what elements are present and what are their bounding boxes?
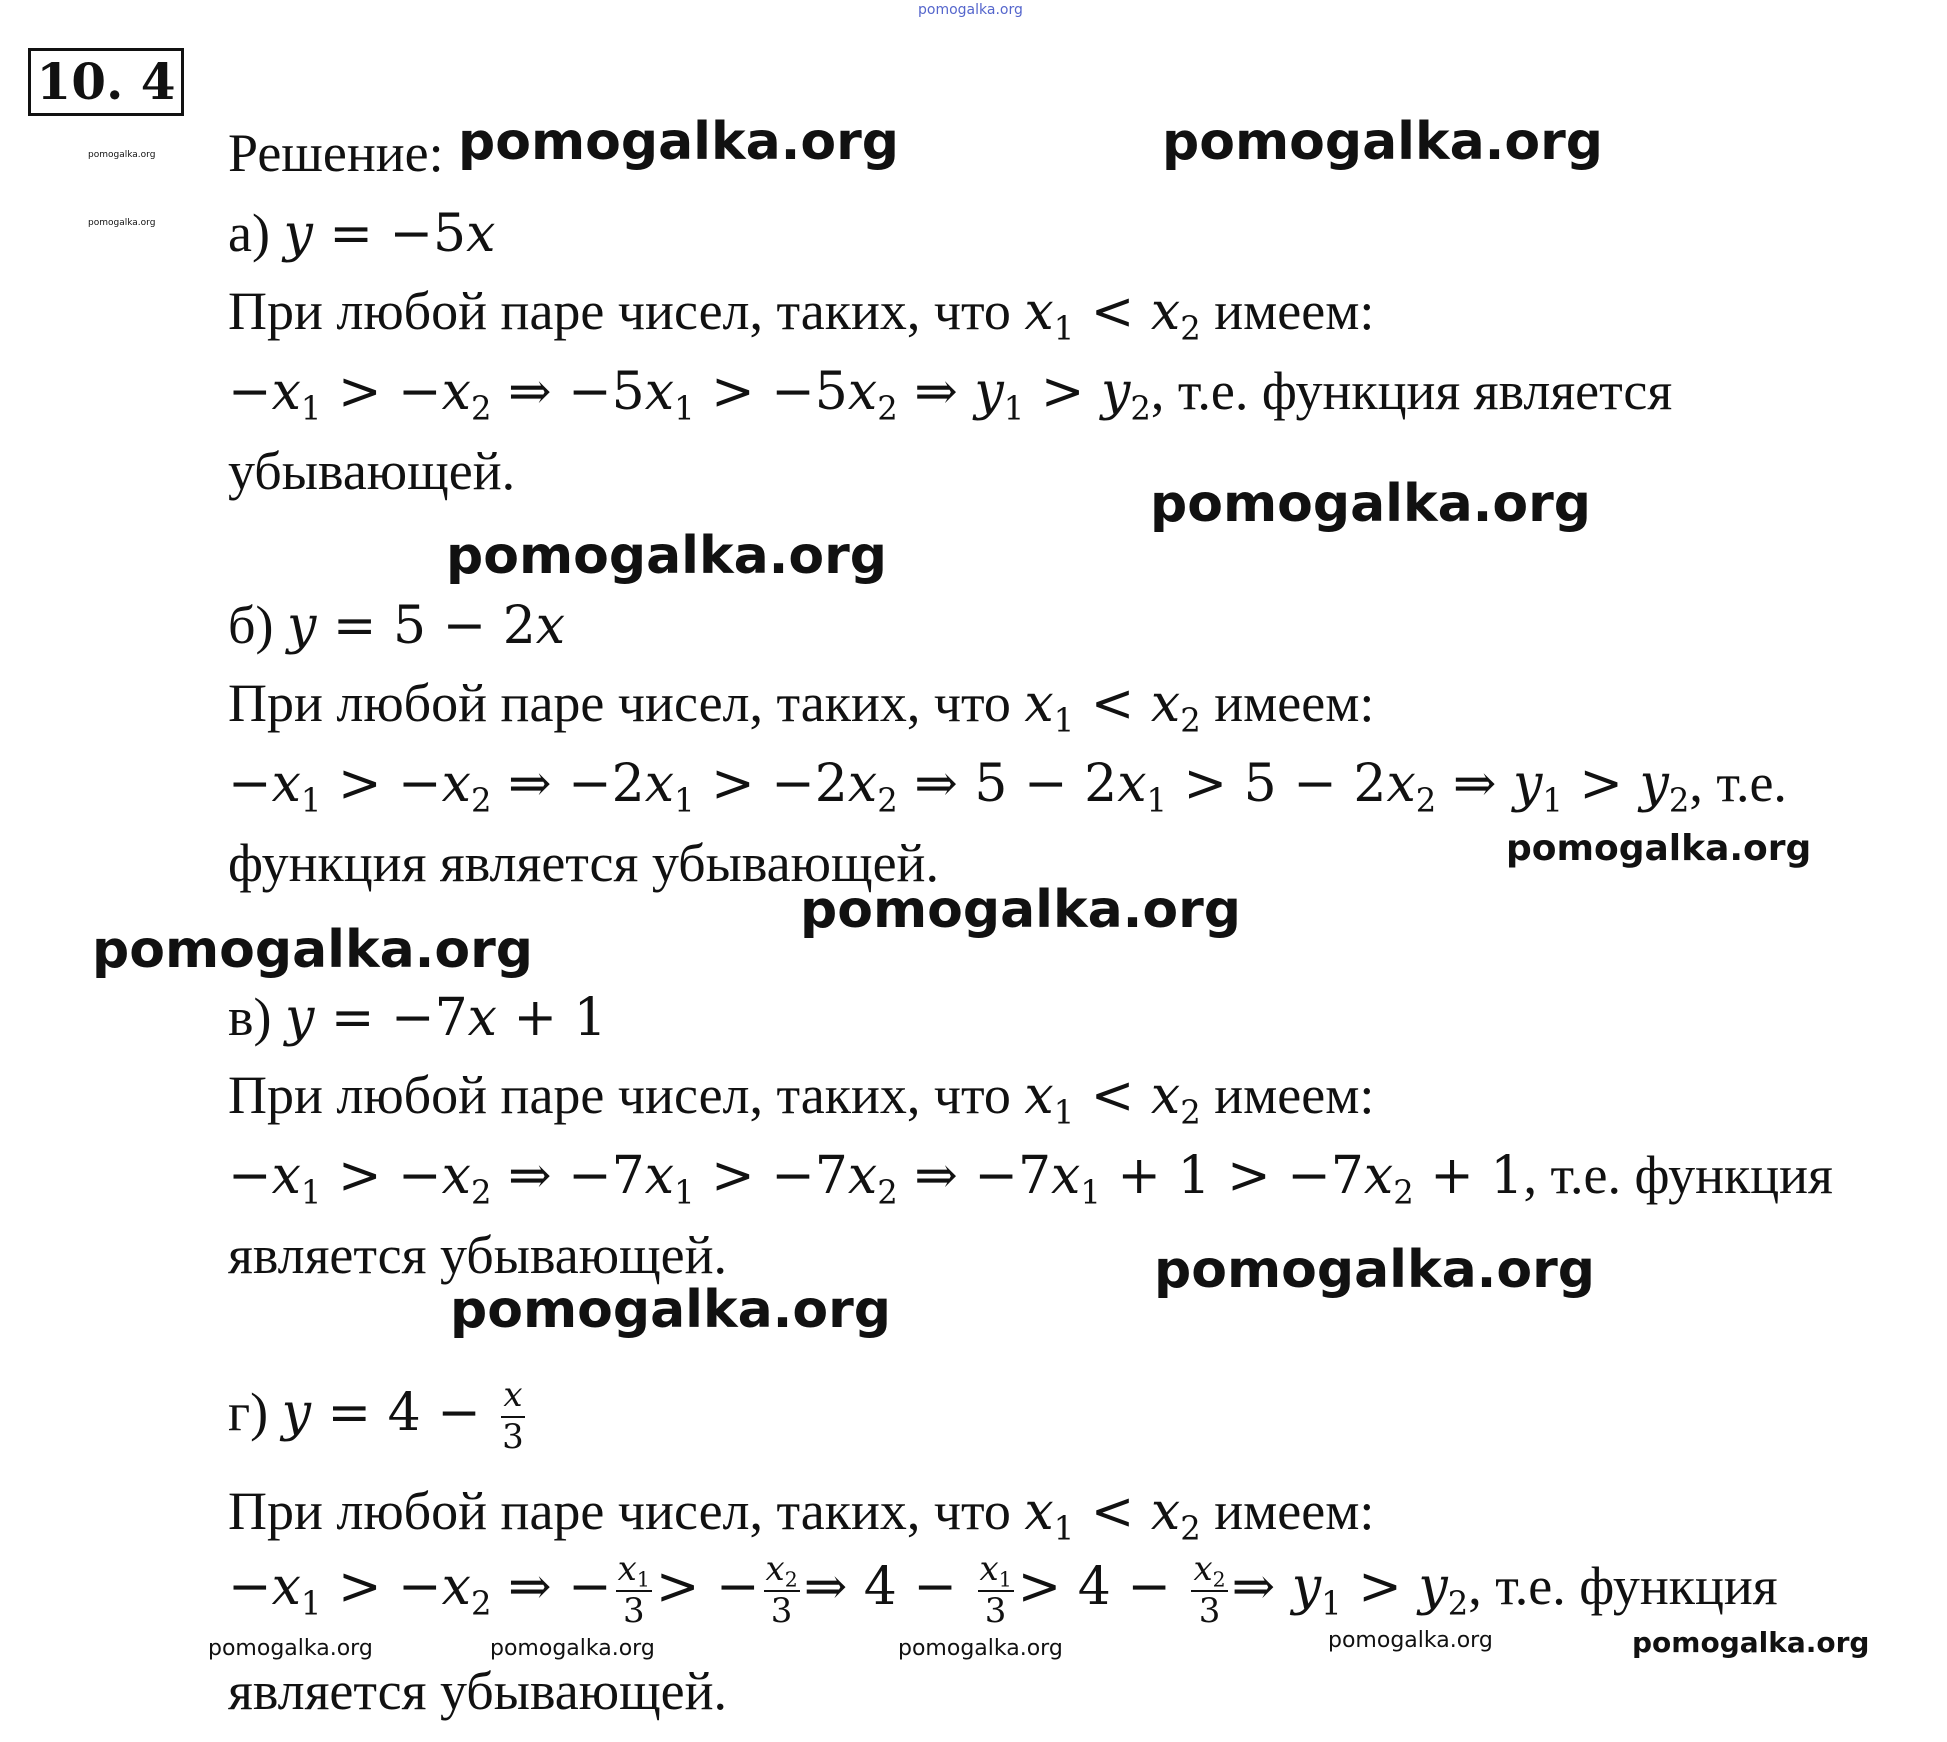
part-c-intro [228, 1065, 1375, 1132]
part-a-heading [228, 203, 496, 264]
watermark: pomogalka.org [446, 526, 888, 586]
part-d-function: y = 4 − $\frac{x}{3}$ [281, 1375, 524, 1457]
watermark: pomogalka.org [450, 1280, 892, 1340]
watermark: pomogalka.org [1162, 112, 1604, 172]
derivation-math: $-x_1 > -x_2$ ⇒ $-5x_1 > -5x_2$ ⇒ $y_1 > y_2$ [228, 362, 1151, 428]
derivation-math: $-x_1 > -x_2$ ⇒ $-2x_1 > -2x_2$ ⇒ $5 - 2x_1 > 5 - 2x_2$ ⇒ $y_1 > y_2$ [228, 754, 1690, 820]
part-b-conclusion-wrap: функция является убывающей. [228, 833, 939, 893]
part-d-conclusion-inline: , т.е. функция [1468, 1556, 1778, 1617]
watermark: pomogalka.org [1154, 1240, 1596, 1300]
solution-label: Решение: [228, 123, 444, 183]
part-c-conclusion-inline: , т.е. функция [1523, 1145, 1833, 1205]
part-b-conclusion-inline: , т.е. [1689, 753, 1787, 813]
fraction: $\frac{x_2}{3}$ [765, 1549, 798, 1631]
intro-text-end: имеем: [1200, 1065, 1375, 1125]
watermark: pomogalka.org [800, 880, 1242, 940]
intro-text-end: имеем: [1200, 281, 1375, 341]
watermark: pomogalka.org [490, 1636, 655, 1661]
part-c-conclusion-wrap: является убывающей. [228, 1225, 728, 1285]
fraction: $\frac{x_2}{3}$ [1193, 1549, 1226, 1631]
part-b-function: y = 5 − 2x [286, 596, 566, 656]
watermark: pomogalka.org [458, 112, 900, 172]
fraction: $\frac{x_1}{3}$ [617, 1549, 650, 1631]
part-d-heading [228, 1375, 529, 1457]
intro-text: При любой паре чисел, таких, что [228, 281, 1025, 341]
part-c-function: y = −7x + 1 [284, 988, 607, 1048]
part-b-derivation [228, 753, 1787, 820]
part-a-function: y = −5x [283, 204, 496, 264]
part-b-label: б) [228, 595, 274, 655]
part-a-conclusion-inline: , т.е. функция является [1150, 361, 1673, 421]
watermark: pomogalka.org [92, 920, 534, 980]
part-a-derivation [228, 361, 1673, 428]
fraction: $\frac{x}{3}$ [502, 1375, 524, 1457]
watermark: pomogalka.org [1328, 1628, 1493, 1653]
watermark: pomogalka.org [1632, 1626, 1870, 1659]
derivation-math: $-x_1 > -x_2$ ⇒ $-7x_1 > -7x_2$ ⇒ $-7x_1 + 1 > -7x_2 + 1$ [228, 1146, 1524, 1212]
intro-math: $x_1 < x_2$ [1024, 1066, 1201, 1132]
intro-math: $x_1 < x_2$ [1024, 282, 1201, 348]
intro-text-end: имеем: [1200, 1481, 1375, 1541]
part-a-label: а) [228, 203, 270, 263]
intro-math: $x_1 < x_2$ [1024, 1482, 1201, 1548]
part-c-label: в) [228, 987, 272, 1047]
part-d-label: г) [228, 1382, 269, 1443]
part-a-conclusion-wrap: убывающей. [228, 441, 516, 501]
part-c-derivation [228, 1145, 1833, 1212]
part-b-heading [228, 595, 566, 656]
intro-math: $x_1 < x_2$ [1024, 674, 1201, 740]
watermark-top: pomogalka.org [918, 2, 1023, 18]
part-a-intro [228, 281, 1375, 348]
part-c-heading [228, 987, 607, 1048]
part-d-derivation [228, 1549, 1778, 1631]
watermark: pomogalka.org [898, 1636, 1063, 1661]
part-d-intro [228, 1481, 1375, 1548]
derivation-math: $-x_1 > -x_2$ ⇒ − $\frac{x_1}{3}$ > − $\frac{x_2}{3}$ ⇒ 4 − $\frac{x_1}{3}$ > 4 − $\frac{x_2}{3}$ ⇒ $y_1 > y_2$ [228, 1549, 1469, 1631]
intro-text: При любой паре чисел, таких, что [228, 1065, 1025, 1125]
watermark: pomogalka.org [1150, 474, 1592, 534]
watermark: pomogalka.org [1506, 828, 1812, 869]
fraction: $\frac{x_1}{3}$ [979, 1549, 1012, 1631]
intro-text: При любой паре чисел, таких, что [228, 673, 1025, 733]
problem-number: 10. 4 [28, 48, 184, 116]
intro-text: При любой паре чисел, таких, что [228, 1481, 1025, 1541]
part-b-intro [228, 673, 1375, 740]
watermark: pomogalka.org [208, 1636, 373, 1661]
watermark-tiny-1: pomogalka.org [88, 150, 156, 160]
watermark-tiny-2: pomogalka.org [88, 218, 156, 228]
intro-text-end: имеем: [1200, 673, 1375, 733]
part-d-conclusion-wrap: является убывающей. [228, 1661, 728, 1721]
